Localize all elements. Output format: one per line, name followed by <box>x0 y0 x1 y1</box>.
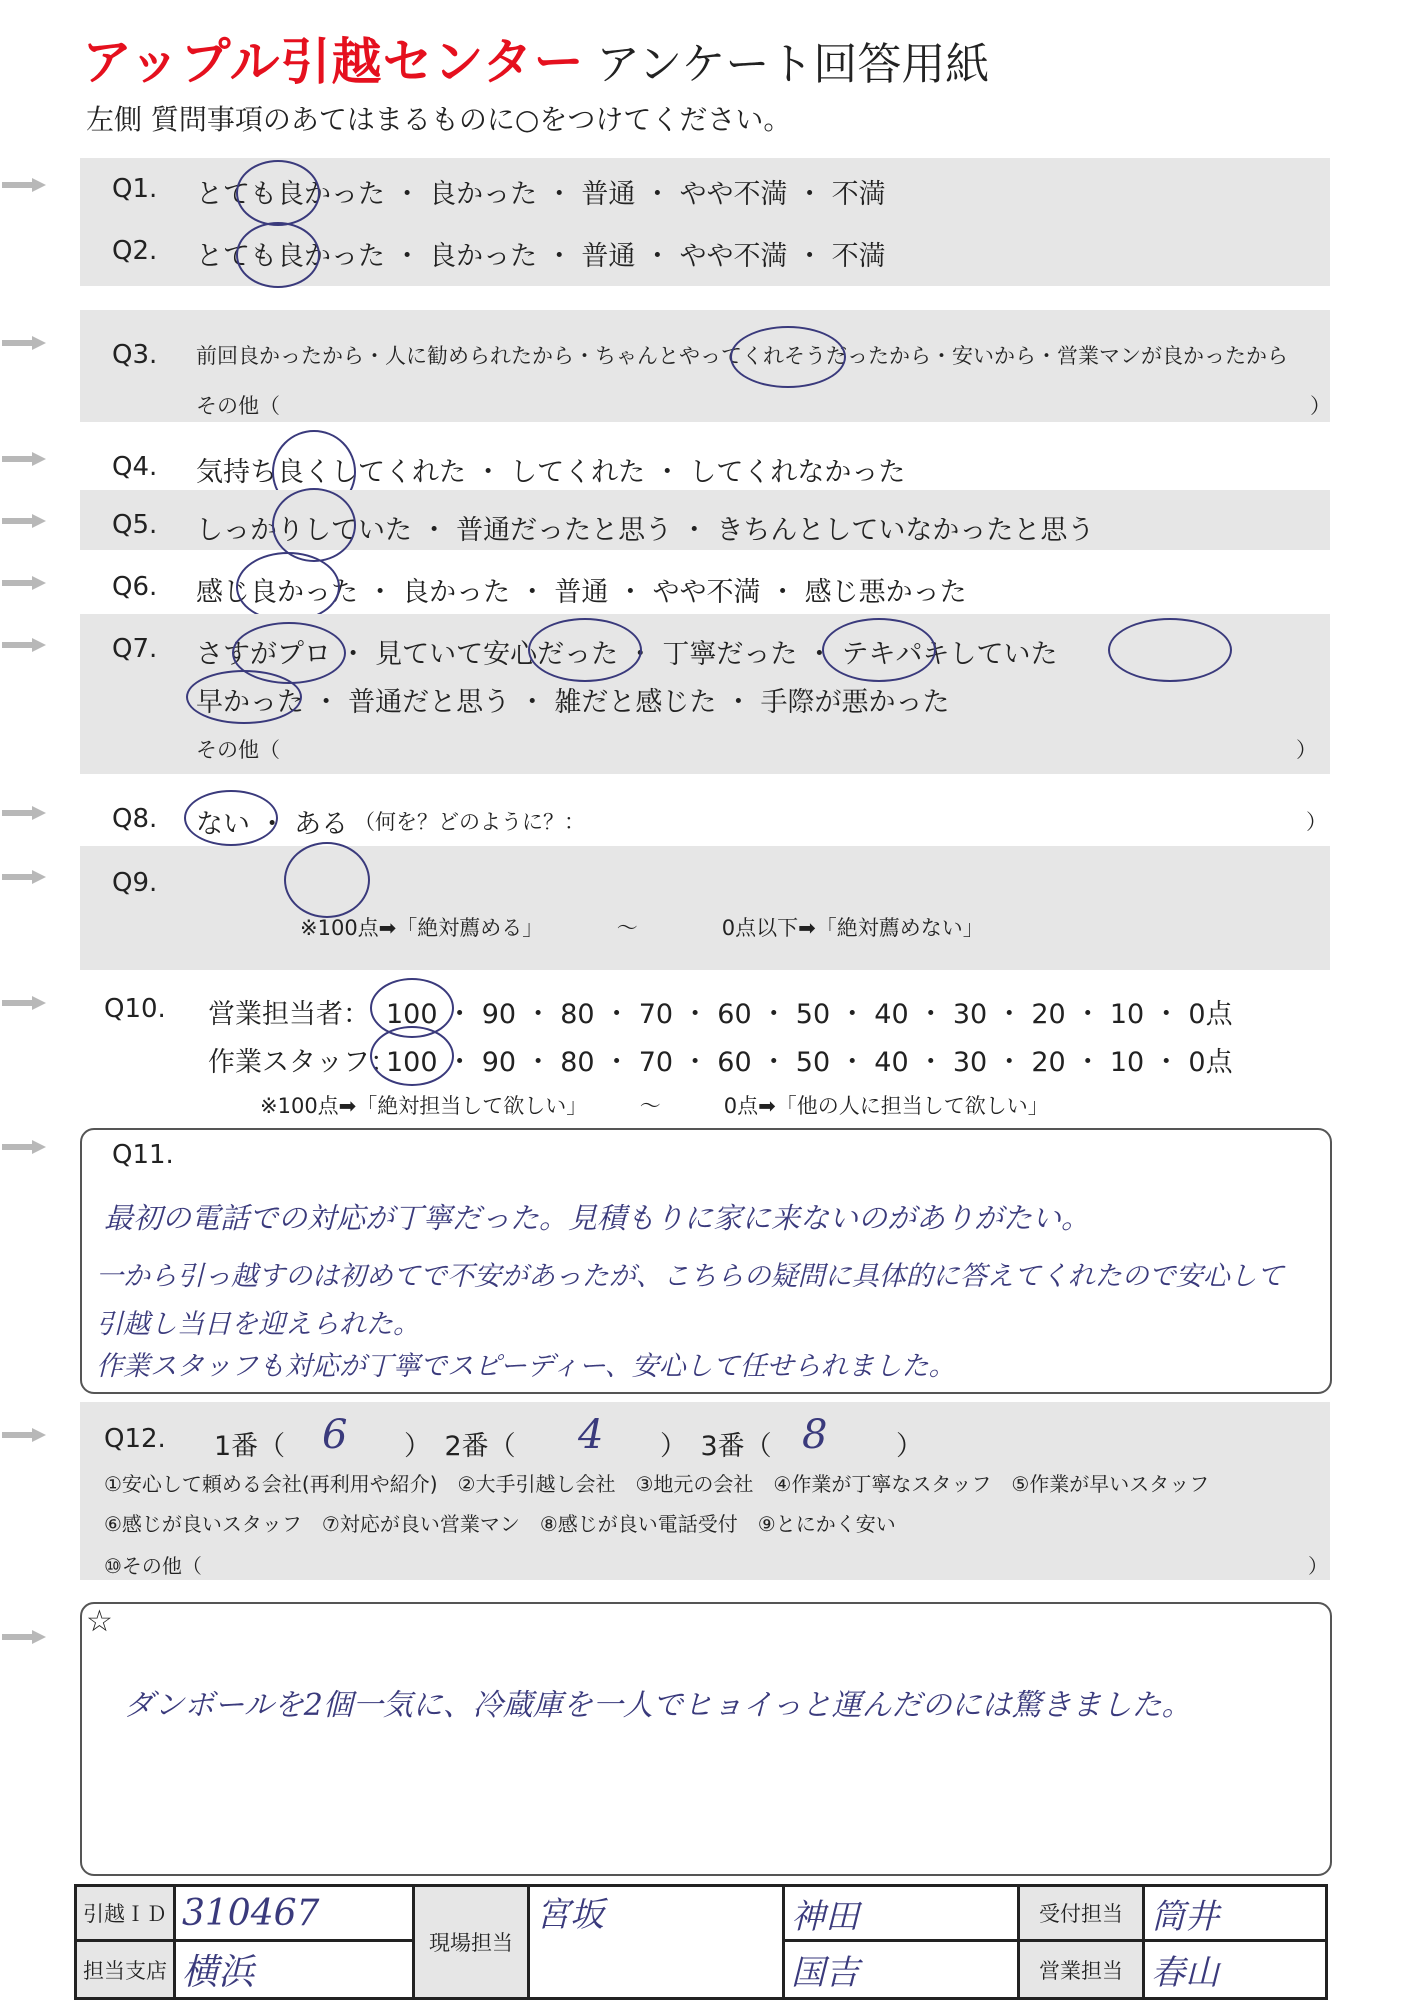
arrow-icon <box>2 1630 46 1644</box>
free-comment-text: ダンボールを2個一気に、冷蔵庫を一人でヒョイっと運んだのには驚きました。 <box>124 1688 1192 1723</box>
q12-second-label: ） 2番（ <box>404 1431 516 1462</box>
site-staff-2: 神田 <box>784 1886 1019 1941</box>
q12-end: ） <box>896 1431 923 1462</box>
arrow-icon <box>2 806 46 820</box>
sales-value: 春山 <box>1144 1941 1327 1999</box>
q6-number: Q6. <box>112 572 158 602</box>
answer-circle <box>236 552 340 622</box>
q5-options[interactable]: しっかりしていた ・ 普通だったと思う ・ きちんとしていなかったと思う <box>196 515 1095 546</box>
q11-comment-line: 一から引っ越すのは初めてで不安があったが、こちらの疑問に具体的に答えてくれたので安心して <box>96 1261 1284 1292</box>
q12-first-value[interactable]: 6 <box>322 1412 348 1458</box>
q8-options[interactable]: ない ・ ある <box>196 809 349 840</box>
q7-number: Q7. <box>112 634 158 664</box>
brand-title: アップル引越センター <box>82 33 585 91</box>
q5-number: Q5. <box>112 510 158 540</box>
site-staff-3: 国吉 <box>784 1941 1019 1999</box>
star-icon: ☆ <box>86 1604 113 1639</box>
q12-third-value[interactable]: 8 <box>802 1412 828 1458</box>
q12-third-label: ） 3番（ <box>660 1431 772 1462</box>
q12-options-line3: ⑩その他（ <box>104 1554 202 1578</box>
answer-circle <box>528 618 642 682</box>
office-use-table <box>74 1884 1328 2000</box>
q3-other-label: その他（ <box>196 394 280 418</box>
reception-value: 筒井 <box>1144 1886 1327 1941</box>
arrow-icon <box>2 870 46 884</box>
q7-options-line2[interactable]: 早かった ・ 普通だと思う ・ 雑だと感じた ・ 手際が悪かった <box>196 687 950 718</box>
q9-note: ※100点➡「絶対薦める」 ～ 0点以下➡「絶対薦めない」 <box>300 916 984 940</box>
arrow-icon <box>2 996 46 1010</box>
q9-number: Q9. <box>112 868 158 898</box>
arrow-icon <box>2 1428 46 1442</box>
q3-options[interactable]: 前回良かったから・人に勧められたから・ちゃんとやってくれそうだったから・安いから・営業マンが良かったから <box>196 344 1288 368</box>
q4-number: Q4. <box>112 452 158 482</box>
q11-number: Q11. <box>112 1140 174 1170</box>
q12-options-line2: ⑥感じが良いスタッフ ⑦対応が良い営業マン ⑧感じが良い電話受付 ⑨とにかく安い <box>104 1512 896 1536</box>
q11-comment-line: 最初の電話での対応が丁寧だった。見積もりに家に来ないのがありがたい。 <box>104 1201 1091 1235</box>
q2-options[interactable]: とても良かった ・ 良かった ・ 普通 ・ やや不満 ・ 不満 <box>196 241 886 272</box>
q10-sales-scale[interactable]: 100 ・ 90 ・ 80 ・ 70 ・ 60 ・ 50 ・ 40 ・ 30 ・ 20 ・ 10 ・ 0点 <box>386 999 1233 1030</box>
site-staff-1: 宮坂 <box>529 1886 784 1999</box>
branch-label: 担当支店 <box>76 1941 175 1999</box>
arrow-icon <box>2 336 46 350</box>
answer-circle <box>284 842 370 918</box>
q11-comment-line: 作業スタッフも対応が丁寧でスピーディー、安心して任せられました。 <box>96 1351 956 1382</box>
answer-circle <box>272 488 356 562</box>
branch-value: 横浜 <box>175 1941 414 1999</box>
q8-number: Q8. <box>112 804 158 834</box>
arrow-icon <box>2 514 46 528</box>
q10-staff-label: 作業スタッフ： <box>208 1047 397 1078</box>
q12-first-label: 1番（ <box>214 1431 286 1462</box>
q2-number: Q2. <box>112 236 158 266</box>
q10-sales-label: 営業担当者： <box>208 999 370 1030</box>
q4-options[interactable]: 気持ち良くしてくれた ・ してくれた ・ してくれなかった <box>196 457 906 488</box>
arrow-icon <box>2 452 46 466</box>
form-title: アンケート回答用紙 <box>596 39 990 90</box>
arrow-icon <box>2 1140 46 1154</box>
reception-label: 受付担当 <box>1019 1886 1144 1941</box>
q7-other-label: その他（ <box>196 738 280 762</box>
arrow-icon <box>2 638 46 652</box>
answer-circle <box>236 222 320 288</box>
move-id-label: 引越ＩＤ <box>76 1886 175 1941</box>
q8-detail-close: ） <box>1306 810 1327 834</box>
q10-number: Q10. <box>104 994 166 1024</box>
q7-other-close: ） <box>1296 738 1317 762</box>
q12-other-close: ） <box>1308 1554 1328 1578</box>
arrow-icon <box>2 576 46 590</box>
answer-circle <box>184 790 278 846</box>
q3-other-close: ） <box>1310 394 1331 418</box>
q12-number: Q12. <box>104 1424 166 1454</box>
answer-circle <box>730 326 846 388</box>
answer-circle <box>1108 618 1232 682</box>
q12-second-value[interactable]: 4 <box>578 1412 604 1458</box>
q6-options[interactable]: 感じ良かった ・ 良かった ・ 普通 ・ やや不満 ・ 感じ悪かった <box>196 577 967 608</box>
q9-section <box>80 846 1330 970</box>
instruction: 左側 質問事項のあてはまるものに○をつけてください。 <box>86 103 792 136</box>
q8-detail-label: （何を？どのように？： <box>354 810 585 834</box>
answer-circle <box>236 160 320 226</box>
q3-number: Q3. <box>112 340 158 370</box>
q1-number: Q1. <box>112 174 158 204</box>
sales-label: 営業担当 <box>1019 1941 1144 1999</box>
answer-circle <box>370 1026 454 1086</box>
arrow-icon <box>2 178 46 192</box>
q10-note: ※100点➡「絶対担当して欲しい」 ～ 0点➡「他の人に担当して欲しい」 <box>260 1094 1049 1118</box>
answer-circle <box>822 618 936 682</box>
q1-options[interactable]: とても良かった ・ 良かった ・ 普通 ・ やや不満 ・ 不満 <box>196 179 886 210</box>
free-comment-box[interactable] <box>80 1602 1332 1876</box>
q11-comment-line: 引越し当日を迎えられた。 <box>96 1309 420 1340</box>
q7-options-line1[interactable]: さすがプロ ・ 見ていて安心だった ・ 丁寧だった ・ テキパキしていた <box>196 639 1058 670</box>
answer-circle <box>186 670 302 724</box>
q12-options-line1: ①安心して頼める会社(再利用や紹介) ②大手引越し会社 ③地元の会社 ④作業が丁寧なスタッフ ⑤作業が早いスタッフ <box>104 1472 1210 1496</box>
site-staff-label: 現場担当 <box>414 1886 529 1999</box>
q10-staff-scale[interactable]: 100 ・ 90 ・ 80 ・ 70 ・ 60 ・ 50 ・ 40 ・ 30 ・ 20 ・ 10 ・ 0点 <box>386 1047 1233 1078</box>
move-id-value: 310467 <box>175 1886 414 1941</box>
